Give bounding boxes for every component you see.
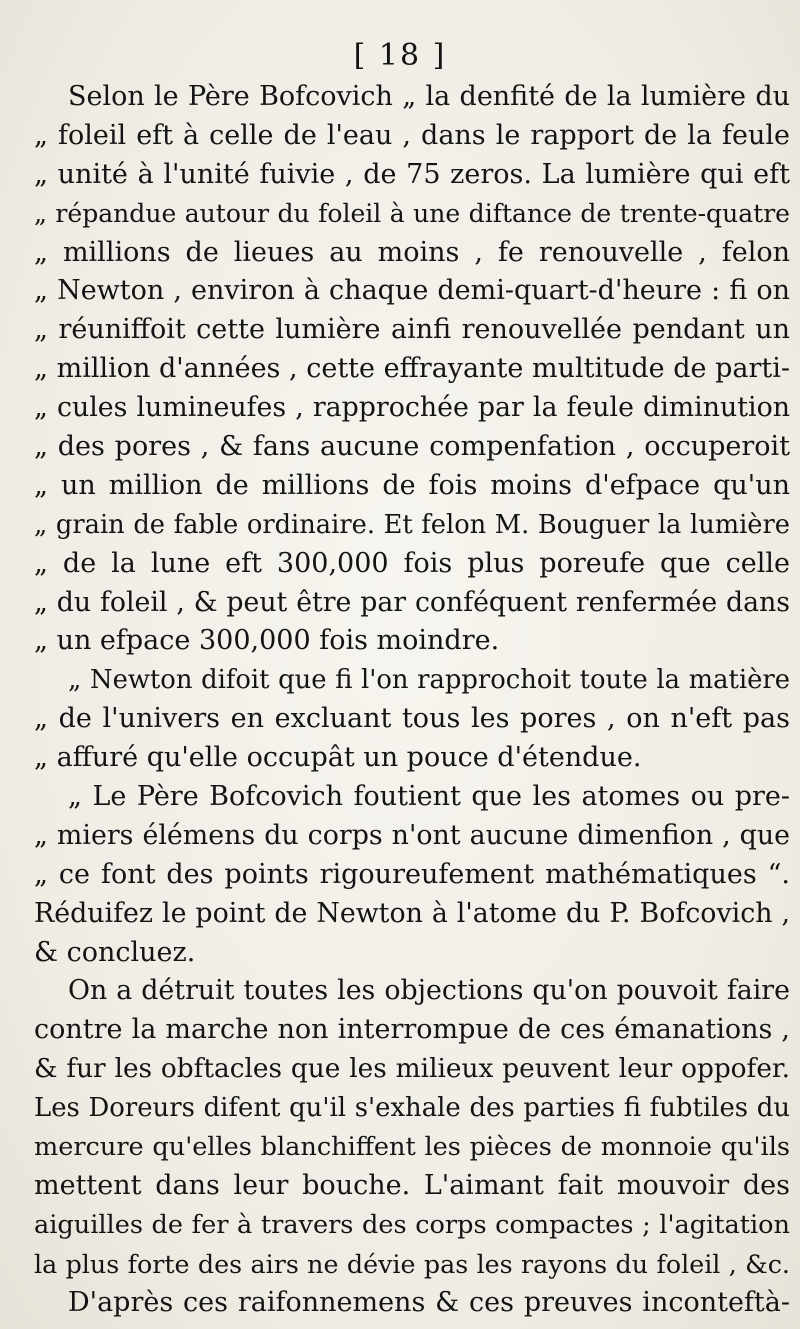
text-line: mettent dans leur bouche. L'aimant fait mouvoir des: [34, 1169, 790, 1201]
text-line: „ de la lune eft 300,000 fois plus poreufe que celle: [34, 547, 790, 579]
text-line: la plus forte des airs ne dévie pas les rayons du foleil , &c.: [34, 1248, 790, 1279]
text-line: „ du foleil , & peut être par conféquent renfermée dans: [34, 586, 790, 618]
text-line: „ des pores , & fans aucune compenfation , occuperoit: [34, 431, 790, 463]
text-line: D'après ces raifonnemens & ces preuves inconteftà-: [68, 1286, 790, 1318]
text-line: & concluez.: [34, 936, 196, 968]
text-line: Selon le Père Bofcovich „ la denfité de la lumière du: [68, 81, 790, 112]
text-line: „ un efpace 300,000 fois moindre.: [34, 625, 500, 657]
text-line: „ ce font des points rigoureufement mathématiques “.: [34, 858, 790, 890]
text-line: „ million d'années , cette effrayante multitude de parti-: [34, 353, 790, 385]
text-line: „ foleil eft à celle de l'eau , dans le rapport de la feule: [34, 119, 790, 151]
text-line: „ un million de millions de fois moins d'efpace qu'un: [34, 469, 790, 501]
text-line: „ Le Père Bofcovich foutient que les atomes ou pre-: [68, 781, 790, 813]
text-line: contre la marche non interrompue de ces émanations ,: [34, 1014, 790, 1046]
text-line: „ miers élémens du corps n'ont aucune dimenfion , que: [34, 819, 790, 851]
page-number: [ 18 ]: [353, 38, 447, 73]
text-line: Les Doreurs difent qu'il s'exhale des parties fi fubtiles du: [34, 1093, 790, 1124]
text-line: On a détruit toutes les objections qu'on pouvoit faire: [68, 975, 790, 1007]
text-line: Réduifez le point de Newton à l'atome du P. Bofcovich ,: [34, 897, 790, 929]
text-line: „ Newton difoit que fi l'on rapprochoit toute la matière: [68, 665, 790, 696]
text-line: „ unité à l'unité fuivie , de 75 zeros. La lumière qui eft: [34, 158, 790, 190]
text-line: „ millions de lieues au moins , fe renouvelle , felon: [34, 236, 790, 268]
text-line: „ cules lumineufes , rapprochée par la feule diminution: [34, 392, 790, 424]
text-line: mercure qu'elles blanchiffent les pièces de monnoie qu'ils: [34, 1132, 790, 1163]
text-line: „ de l'univers en excluant tous les pores , on n'eft pas: [34, 703, 790, 735]
body-text: [34, 78, 790, 1323]
text-line: aiguilles de fer à travers des corps compactes ; l'agitation: [34, 1209, 790, 1240]
text-line: „ grain de fable ordinaire. Et felon M. Bouguer la lumière: [34, 509, 790, 540]
text-line: „ Newton , environ à chaque demi-quart-d'heure : fi on: [34, 275, 790, 307]
text-line: & fur les obftacles que les milieux peuvent leur oppofer.: [34, 1054, 790, 1085]
text-line: „ affuré qu'elle occupât un pouce d'étendue.: [34, 742, 642, 774]
text-line: „ réuniffoit cette lumière ainfi renouvellée pendant un: [34, 314, 790, 346]
text-line: „ répandue autour du foleil à une diftance de trente-quatre: [34, 198, 790, 228]
